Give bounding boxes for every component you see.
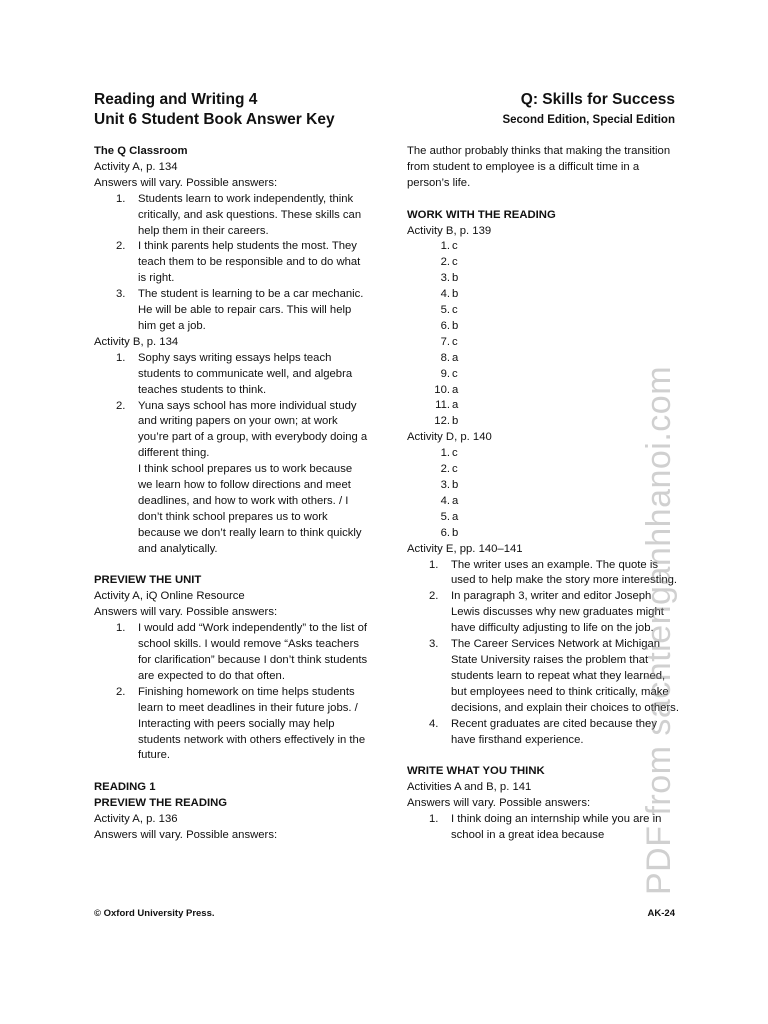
item-text: The student is learning to be a car mechanic. He will be able to repair cars. This will help him get a job. [138, 288, 364, 332]
item-number: 1. [440, 240, 450, 253]
item-number: 5. [440, 304, 450, 317]
item-number: 3. [440, 272, 450, 285]
item-number: 3. [429, 638, 439, 651]
answer-list-d [407, 446, 679, 541]
document-header-right [502, 90, 675, 130]
item-number: 1. [116, 351, 126, 364]
item-number: 6. [440, 319, 450, 332]
item-text: I think school prepares us to work because we learn how to follow directions and meet deadlines, and how to work with others. / I don’t think school prepares us to work because we don’t really learn to think quickly and analytically. [138, 463, 362, 555]
item-answer: a [452, 510, 459, 523]
item-number: 5. [440, 510, 450, 523]
activity-label: Activity D, p. 140 [407, 431, 492, 444]
title-line-1: Reading and Writing 4 [94, 91, 258, 108]
item-text: Finishing homework on time helps students learn to meet deadlines in their future jobs. / Interacting with peers socially may help students network with others effectively in the future. [138, 685, 366, 762]
activity-label: Activity A, p. 134 [94, 160, 178, 173]
item-number: 2. [116, 685, 126, 698]
activity-label: Activity B, p. 134 [94, 335, 179, 348]
item-text: Students learn to work independently, think critically, and ask questions. These skills can help them in their careers. [138, 192, 362, 237]
section-heading: WORK WITH THE READING [407, 208, 556, 221]
list-item [407, 494, 679, 510]
brand-title: Q: Skills for Success [520, 91, 675, 108]
item-number: 1. [429, 558, 439, 571]
item-number: 9. [440, 367, 450, 380]
item-number: 4. [440, 288, 450, 301]
item-number: 1. [429, 813, 439, 826]
item-answer: c [452, 447, 458, 460]
answer-list-e [407, 558, 679, 749]
item-text: Yuna says school has more individual study and writing papers on your own; at work you’re part of a group, with everybody doing a different thing. [138, 399, 368, 460]
answers-note: Answers will vary. Possible answers: [94, 606, 278, 619]
item-number: 10. [434, 383, 450, 396]
list-item [407, 478, 679, 494]
intro-paragraph: The author probably thinks that making the transition from student to employee is a difficult time in a person’s life. [407, 145, 671, 189]
list-item [407, 319, 679, 335]
item-number: 2. [429, 590, 439, 603]
copyright-footer: © Oxford University Press. [94, 908, 215, 919]
item-number: 1. [440, 447, 450, 460]
left-column [94, 144, 368, 844]
item-answer: c [452, 335, 458, 348]
item-number: 1. [116, 192, 126, 205]
list-item [407, 589, 679, 637]
item-number: 2. [440, 256, 450, 269]
item-answer: c [452, 304, 458, 317]
item-number: 3. [116, 288, 126, 301]
item-number: 4. [429, 717, 439, 730]
list-item [407, 446, 679, 462]
list-item [407, 717, 679, 749]
item-number: 12. [434, 415, 450, 428]
item-number: 3. [440, 479, 450, 492]
item-answer: b [452, 415, 459, 428]
list-item [407, 526, 679, 542]
edition-label: Second Edition, Special Edition [502, 114, 675, 126]
item-number: 2. [116, 399, 126, 412]
item-text: Sophy says writing essays helps teach students to communicate well, and algebra teaches students to think. [138, 351, 353, 396]
list-item [94, 239, 368, 287]
item-text: I think doing an internship while you are in school in a great idea because [451, 813, 662, 841]
list-item [407, 383, 679, 399]
list-item [407, 335, 679, 351]
list-item [407, 303, 679, 319]
item-number: 8. [440, 351, 450, 364]
item-number: 1. [116, 622, 126, 635]
list-item [407, 287, 679, 303]
list-item [407, 414, 679, 430]
item-number: 7. [440, 335, 450, 348]
list-item [407, 637, 679, 717]
title-line-2: Unit 6 Student Book Answer Key [94, 111, 335, 128]
list-item [407, 398, 679, 414]
item-number: 6. [440, 526, 450, 539]
list-item [94, 399, 368, 558]
item-text: The Career Services Network at Michigan State University raises the problem that students learn to repeat what they learned, but employees need to think critically, make decisions, and explain their choices to others. [451, 638, 679, 714]
list-item [94, 621, 368, 685]
activity-label: Activity B, p. 139 [407, 224, 492, 237]
list-item [94, 685, 368, 765]
item-answer: a [452, 399, 459, 412]
item-text: In paragraph 3, writer and editor Joseph Lewis discusses why new graduates might have difficulty adjusting to life on the job. [451, 590, 664, 635]
item-number: 2. [440, 463, 450, 476]
section-heading: READING 1 [94, 781, 156, 794]
list-item [407, 510, 679, 526]
list-item [407, 812, 679, 844]
item-answer: b [452, 288, 459, 301]
activity-label: Activity E, pp. 140–141 [407, 542, 523, 555]
item-answer: c [452, 256, 458, 269]
right-column [407, 144, 679, 844]
section-heading: WRITE WHAT YOU THINK [407, 765, 545, 778]
list-item [94, 192, 368, 240]
list-item [407, 351, 679, 367]
list-item [407, 367, 679, 383]
answer-list-b [407, 239, 679, 430]
list-item [407, 271, 679, 287]
list-item [94, 351, 368, 399]
item-text: I think parents help students the most. They teach them to be responsible and to do what is right. [138, 240, 361, 285]
item-answer: c [452, 240, 458, 253]
list-item [407, 462, 679, 478]
item-answer: b [452, 272, 459, 285]
item-answer: b [452, 526, 459, 539]
section-heading: PREVIEW THE UNIT [94, 574, 202, 587]
item-text: Recent graduates are cited because they have firsthand experience. [451, 717, 657, 746]
watermark-text: PDF from sachtienganhhanoi.com [640, 365, 678, 895]
answer-list [94, 192, 368, 335]
item-answer: b [452, 479, 459, 492]
item-text: I would add “Work independently” to the list of school skills. I would remove “Asks teachers for clarification” because I don’t think students are expected to do that often. [138, 622, 368, 682]
answers-note: Answers will vary. Possible answers: [94, 176, 278, 189]
activity-label: Activity A, iQ Online Resource [94, 590, 245, 603]
list-item [407, 239, 679, 255]
item-number: 4. [440, 494, 450, 507]
item-number: 11. [435, 399, 450, 412]
page-number: AK-24 [647, 908, 675, 919]
section-subheading: PREVIEW THE READING [94, 797, 228, 810]
document-header-left [94, 90, 335, 130]
item-answer: a [452, 383, 459, 396]
list-item [407, 255, 679, 271]
section-heading: The Q Classroom [94, 145, 188, 157]
answer-list [407, 812, 679, 844]
answer-list [94, 351, 368, 558]
activity-label: Activities A and B, p. 141 [407, 781, 532, 794]
answer-list [94, 621, 368, 764]
item-answer: a [452, 494, 459, 507]
item-answer: b [452, 319, 459, 332]
answers-note: Answers will vary. Possible answers: [407, 797, 591, 810]
activity-label: Activity A, p. 136 [94, 813, 178, 826]
item-answer: c [452, 463, 458, 476]
answers-note: Answers will vary. Possible answers: [94, 828, 278, 841]
list-item [407, 558, 679, 590]
item-number: 2. [116, 240, 126, 253]
item-text: The writer uses an example. The quote is used to help make the story more interesting. [451, 558, 678, 587]
item-answer: a [452, 351, 459, 364]
item-answer: c [452, 367, 458, 380]
list-item [94, 287, 368, 335]
